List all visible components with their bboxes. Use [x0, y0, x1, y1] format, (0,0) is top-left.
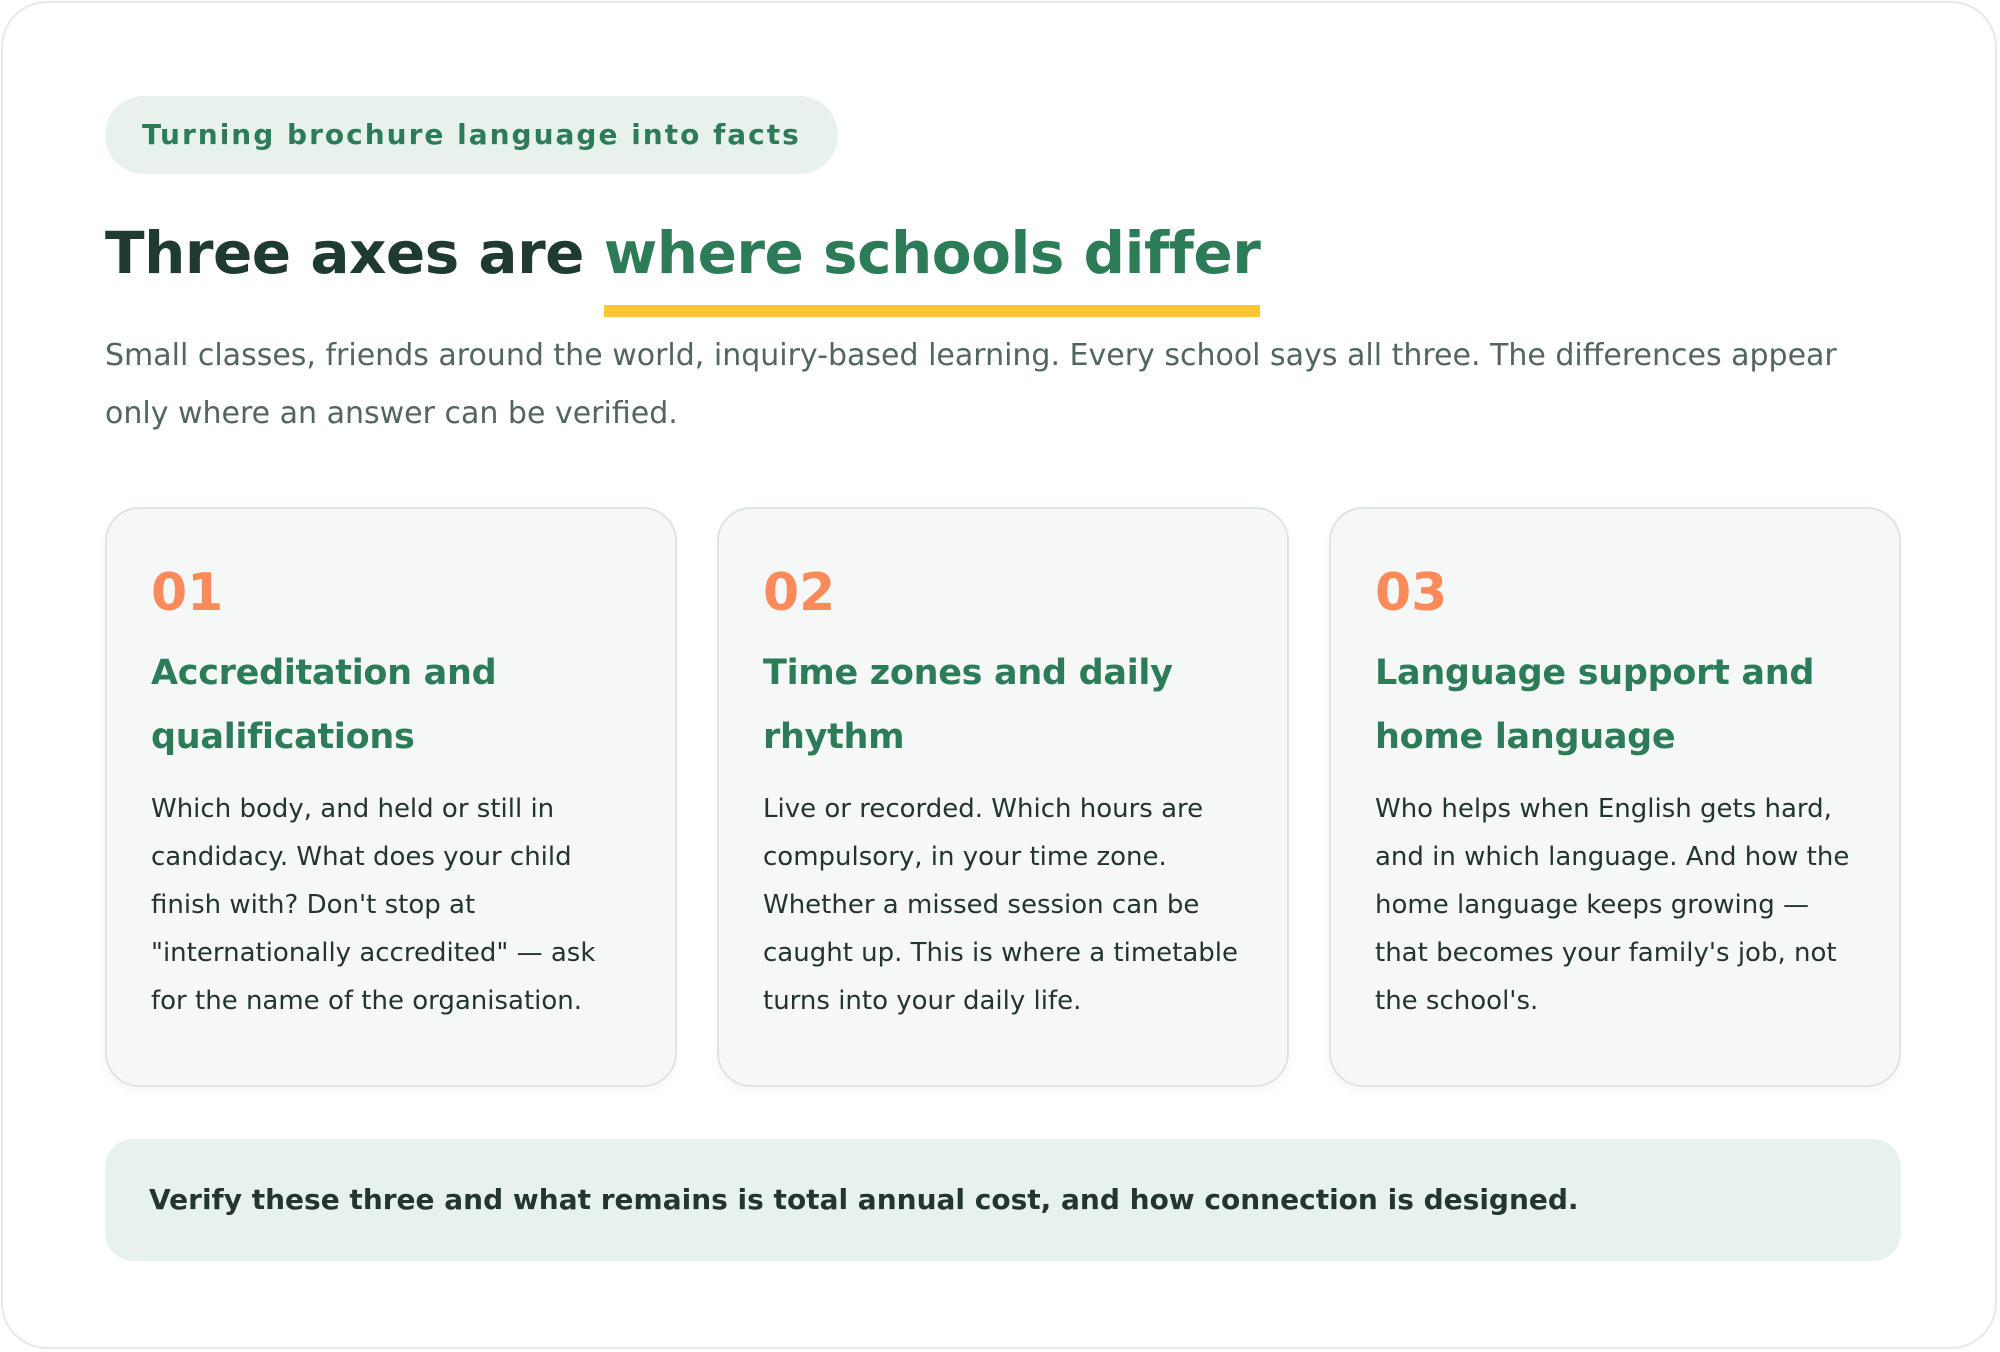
card-body: Which body, and held or still in candidacy. What does your child finish with? Don't stop at "internationally accredited" — ask for the name of the organisation. — [151, 794, 596, 1016]
title-accent: where schools differ — [603, 219, 1261, 287]
page-title — [105, 217, 1260, 289]
slide-page — [1, 1, 1997, 1349]
axis-card-time-zones — [717, 507, 1289, 1087]
title-lead: Three axes are — [105, 219, 585, 287]
axis-card-accreditation — [105, 507, 677, 1087]
summary-callout: Verify these three and what remains is total annual cost, and how connection is designed. — [105, 1139, 1901, 1261]
card-number: 01 — [151, 563, 224, 623]
card-title: Time zones and daily rhythm — [763, 653, 1173, 757]
card-title: Accreditation and qualifications — [151, 653, 497, 757]
card-number: 03 — [1375, 563, 1448, 623]
card-title: Language support and home language — [1375, 653, 1815, 757]
card-number: 02 — [763, 563, 836, 623]
intro-paragraph: Small classes, friends around the world, inquiry-based learning. Every school says all three. The differences appear only where an answer can be verified. — [105, 338, 1837, 431]
card-body: Live or recorded. Which hours are compulsory, in your time zone. Whether a missed session can be caught up. This is where a timetable turns into your daily life. — [763, 794, 1238, 1016]
axis-card-language — [1329, 507, 1901, 1087]
card-body: Who helps when English gets hard, and in which language. And how the home language keeps growing — that becomes your family's job, not the school's. — [1375, 794, 1850, 1016]
eyebrow-badge: Turning brochure language into facts — [105, 96, 838, 174]
